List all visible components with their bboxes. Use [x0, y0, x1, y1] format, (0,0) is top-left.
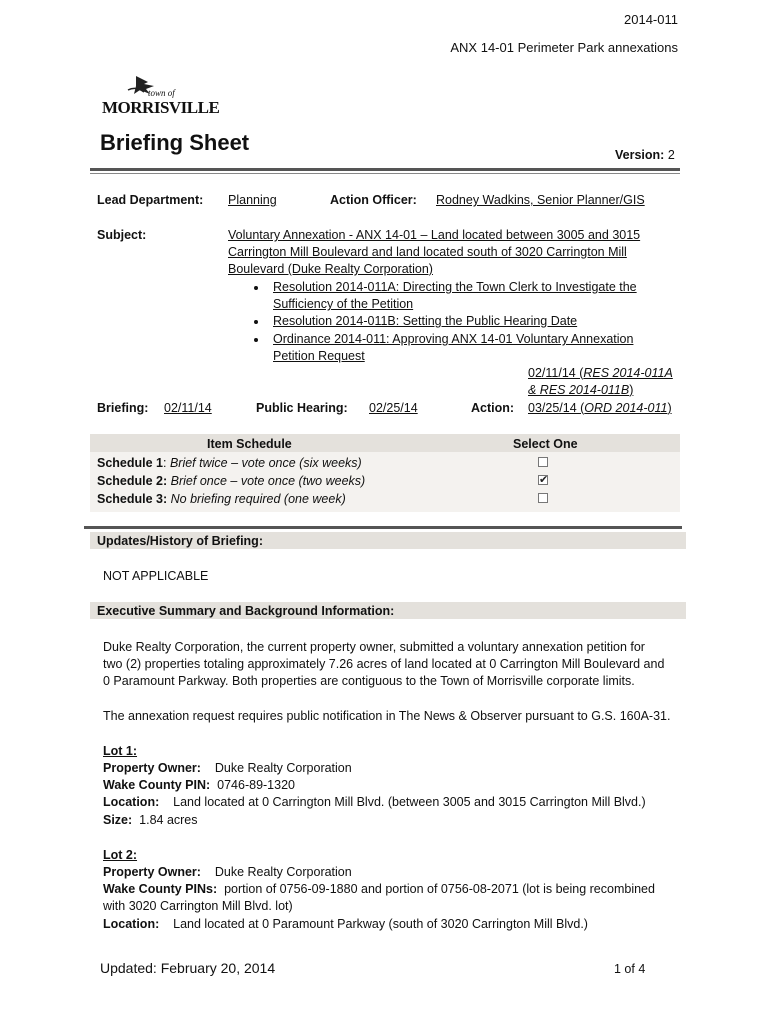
summary-para1-line: two (2) properties totaling approximately 7.26 acres of land located at 0 Carrington Mill Boulevard and [103, 657, 665, 671]
version [615, 148, 675, 162]
action-label: Action: [471, 401, 515, 415]
lot2-pin-cont: with 3020 Carrington Mill Blvd. lot) [103, 899, 293, 913]
logo-town-of: town of [148, 88, 175, 98]
subject-line: Voluntary Annexation - ANX 14-01 – Land located between 3005 and 3015 [228, 228, 641, 242]
divider-top-thin [90, 173, 680, 174]
subject-line: Boulevard (Duke Realty Corporation) [228, 262, 433, 276]
subject-bullet-cont: Sufficiency of the Petition [273, 297, 414, 311]
version-value: 2 [667, 148, 675, 162]
summary-para2: The annexation request requires public notification in The News & Observer pursuant to G.S. 160A-31. [103, 709, 671, 723]
subject-bullet: Ordinance 2014-011: Approving ANX 14-01 Voluntary Annexation [273, 332, 634, 346]
schedule-row-3: Schedule 3: No briefing required (one week) [97, 492, 346, 506]
checkmark-icon: ✔ [539, 474, 549, 486]
town-logo [100, 72, 220, 122]
subject-bullet: Resolution 2014-011A: Directing the Town Clerk to Investigate the [273, 280, 637, 294]
public-hearing-label: Public Hearing: [256, 401, 348, 415]
schedule-row-2: Schedule 2: Brief once – vote once (two weeks) [97, 474, 366, 488]
lot1-title: Lot 1: [103, 744, 138, 758]
divider-updates [84, 526, 682, 529]
summary-para1-line: 0 Paramount Parkway. Both properties are contiguous to the Town of Morrisville corporate limits. [103, 674, 635, 688]
subject-label: Subject: [97, 228, 147, 242]
divider-top [90, 168, 680, 171]
briefing-label: Briefing: [97, 401, 149, 415]
schedule-3-checkbox[interactable] [538, 493, 548, 503]
action-date-line3: 03/25/14 (ORD 2014-011) [528, 401, 672, 415]
summary-para1-line: Duke Realty Corporation, the current property owner, submitted a voluntary annexation petition for [103, 640, 645, 654]
summary-heading: Executive Summary and Background Information: [97, 604, 395, 618]
lot1-location: Location: Land located at 0 Carrington Mill Blvd. (between 3005 and 3015 Carrington Mill Blvd.) [103, 795, 646, 809]
subject-line: Carrington Mill Boulevard and land located south of 3020 Carrington Mill [228, 245, 627, 259]
lot1-size: Size: 1.84 acres [103, 813, 198, 827]
lot1-pin: Wake County PIN: 0746-89-1320 [103, 778, 295, 792]
schedule-header-item: Item Schedule [207, 437, 292, 451]
action-date-line2: & RES 2014-011B) [528, 383, 634, 397]
footer-updated: Updated: February 20, 2014 [100, 960, 276, 976]
schedule-1-checkbox[interactable] [538, 457, 548, 467]
page-title: Briefing Sheet [100, 130, 250, 155]
action-date-line1: 02/11/14 (RES 2014-011A [528, 366, 673, 380]
lot2-owner: Property Owner: Duke Realty Corporation [103, 865, 352, 879]
subject-bullet: Resolution 2014-011B: Setting the Public Hearing Date [273, 314, 578, 328]
schedule-row-1: Schedule 1: Brief twice – vote once (six weeks) [97, 456, 362, 470]
bullet-icon [254, 286, 258, 290]
lot1-owner: Property Owner: Duke Realty Corporation [103, 761, 352, 775]
lot2-title: Lot 2: [103, 848, 138, 862]
doc-title: ANX 14-01 Perimeter Park annexations [450, 40, 678, 55]
bullet-icon [254, 320, 258, 324]
bullet-icon [254, 338, 258, 342]
subject-bullet-cont: Petition Request [273, 349, 365, 363]
action-officer-label: Action Officer: [330, 193, 417, 207]
schedule-header-select: Select One [513, 437, 578, 451]
public-hearing-date: 02/25/14 [369, 401, 418, 415]
action-officer-value: Rodney Wadkins, Senior Planner/GIS [436, 193, 645, 207]
briefing-date: 02/11/14 [164, 401, 212, 415]
updates-body: NOT APPLICABLE [103, 569, 209, 583]
footer-page: 1 of 4 [614, 962, 646, 976]
logo-morrisville: MORRISVILLE [102, 98, 220, 117]
version-label: Version: [615, 148, 665, 162]
doc-number: 2014-011 [624, 12, 678, 27]
lead-dept-label: Lead Department: [97, 193, 204, 207]
schedule-2-checkbox[interactable] [538, 475, 548, 485]
updates-heading: Updates/History of Briefing: [97, 534, 263, 548]
lead-dept-value: Planning [228, 193, 277, 207]
lot2-pin: Wake County PINs: portion of 0756-09-1880 and portion of 0756-08-2071 (lot is being recombined [103, 882, 655, 896]
lot2-location: Location: Land located at 0 Paramount Parkway (south of 3020 Carrington Mill Blvd.) [103, 917, 588, 931]
schedule-header-bg [90, 434, 680, 452]
